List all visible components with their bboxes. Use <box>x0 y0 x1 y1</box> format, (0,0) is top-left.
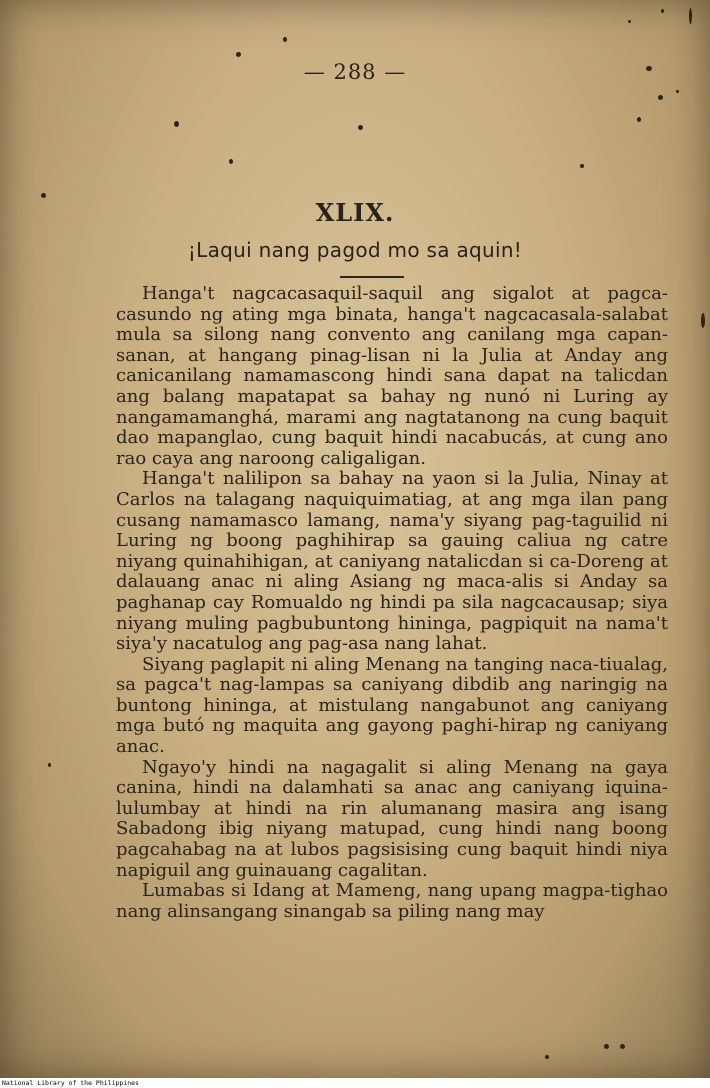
foxing-speck <box>658 95 663 100</box>
foxing-speck <box>676 90 679 93</box>
foxing-speck <box>620 1044 625 1049</box>
foxing-speck <box>580 164 584 168</box>
paragraph-3: Siyang paglapit ni aling Menang na tanging naca-tiualag, sa pagca't nag-lampas sa caniyang dibdib ang naringig na buntong hininga, at mistulang nangabunot ang caniyang mga butó ng maquita ang gayong paghi-hirap ng caniyang anac. <box>116 653 668 758</box>
foxing-speck <box>604 1044 609 1049</box>
library-credit: National Library of the Philippines <box>2 1079 139 1087</box>
foxing-speck <box>701 313 705 328</box>
foxing-speck <box>628 20 631 23</box>
title-divider <box>340 276 404 278</box>
paragraph-4: Ngayo'y hindi na nagagalit si aling Menang na gaya canina, hindi na dalamhati sa anac ang caniyang iquina-lulumbay at hindi na rin alumanang masira ang isang Sabadong ibig niyang matupad, cung hindi nang boong pagcahabag na at lubos pagsisising cung baquit hindi niya napiguil ang guinauang cagalitan. <box>116 756 668 881</box>
chapter-title: ¡Laqui nang pagod mo sa aquin! <box>187 238 523 262</box>
chapter-number: XLIX. <box>315 198 395 227</box>
foxing-speck <box>545 1055 549 1059</box>
footer-strip <box>0 1078 710 1088</box>
paragraph-5: Lumabas si Idang at Mameng, nang upang magpa-tighao nang alinsangang sinangab sa piling nang may <box>116 880 668 922</box>
paragraph-2: Hanga't nalilipon sa bahay na yaon si la Julia, Ninay at Carlos na talagang naquiquimatiag, at ang mga ilan pang cusang namamasco lamang, nama'y siyang pag-taguilid ni Luring ng boong paghihirap sa gauing caliua ng catre niyang quinahihigan, at caniyang natalicdan si ca-Doreng at dalauang anac ni aling Asiang ng maca-alis si Anday sa paghanap cay Romualdo ng hindi pa sila nagcacausap; siya niyang muling pagbubuntong hininga, pagpiquit na nama't siya'y nacatulog ang pag-asa nang lahat. <box>116 468 668 655</box>
paragraph-1: Hanga't nagcacasaquil-saquil ang sigalot at pagca-casundo ng ating mga binata, hanga't nagcacasala-salabat mula sa silong nang convento ang canilang mga capan-sanan, at hangang pinag-lisan ni la Julia at Anday ang canicanilang namamascong hindi sana dapat na talicdan ang balang mapatapat sa bahay ng nunó ni Luring ay nangamamanghá, marami ang nagtatanong na cung baquit dao mapanglao, cung baquit hindi nacabucás, at cung ano rao caya ang naroong caligaligan. <box>116 283 668 469</box>
foxing-speck <box>236 52 241 57</box>
foxing-speck <box>637 117 641 122</box>
foxing-speck <box>48 763 51 767</box>
foxing-speck <box>229 159 233 164</box>
foxing-speck <box>661 9 664 13</box>
foxing-speck <box>358 125 363 130</box>
chapter-body <box>116 284 668 922</box>
foxing-speck <box>174 121 179 127</box>
foxing-speck <box>689 8 692 24</box>
page-number: — 288 — <box>303 60 407 84</box>
foxing-speck <box>283 37 287 42</box>
